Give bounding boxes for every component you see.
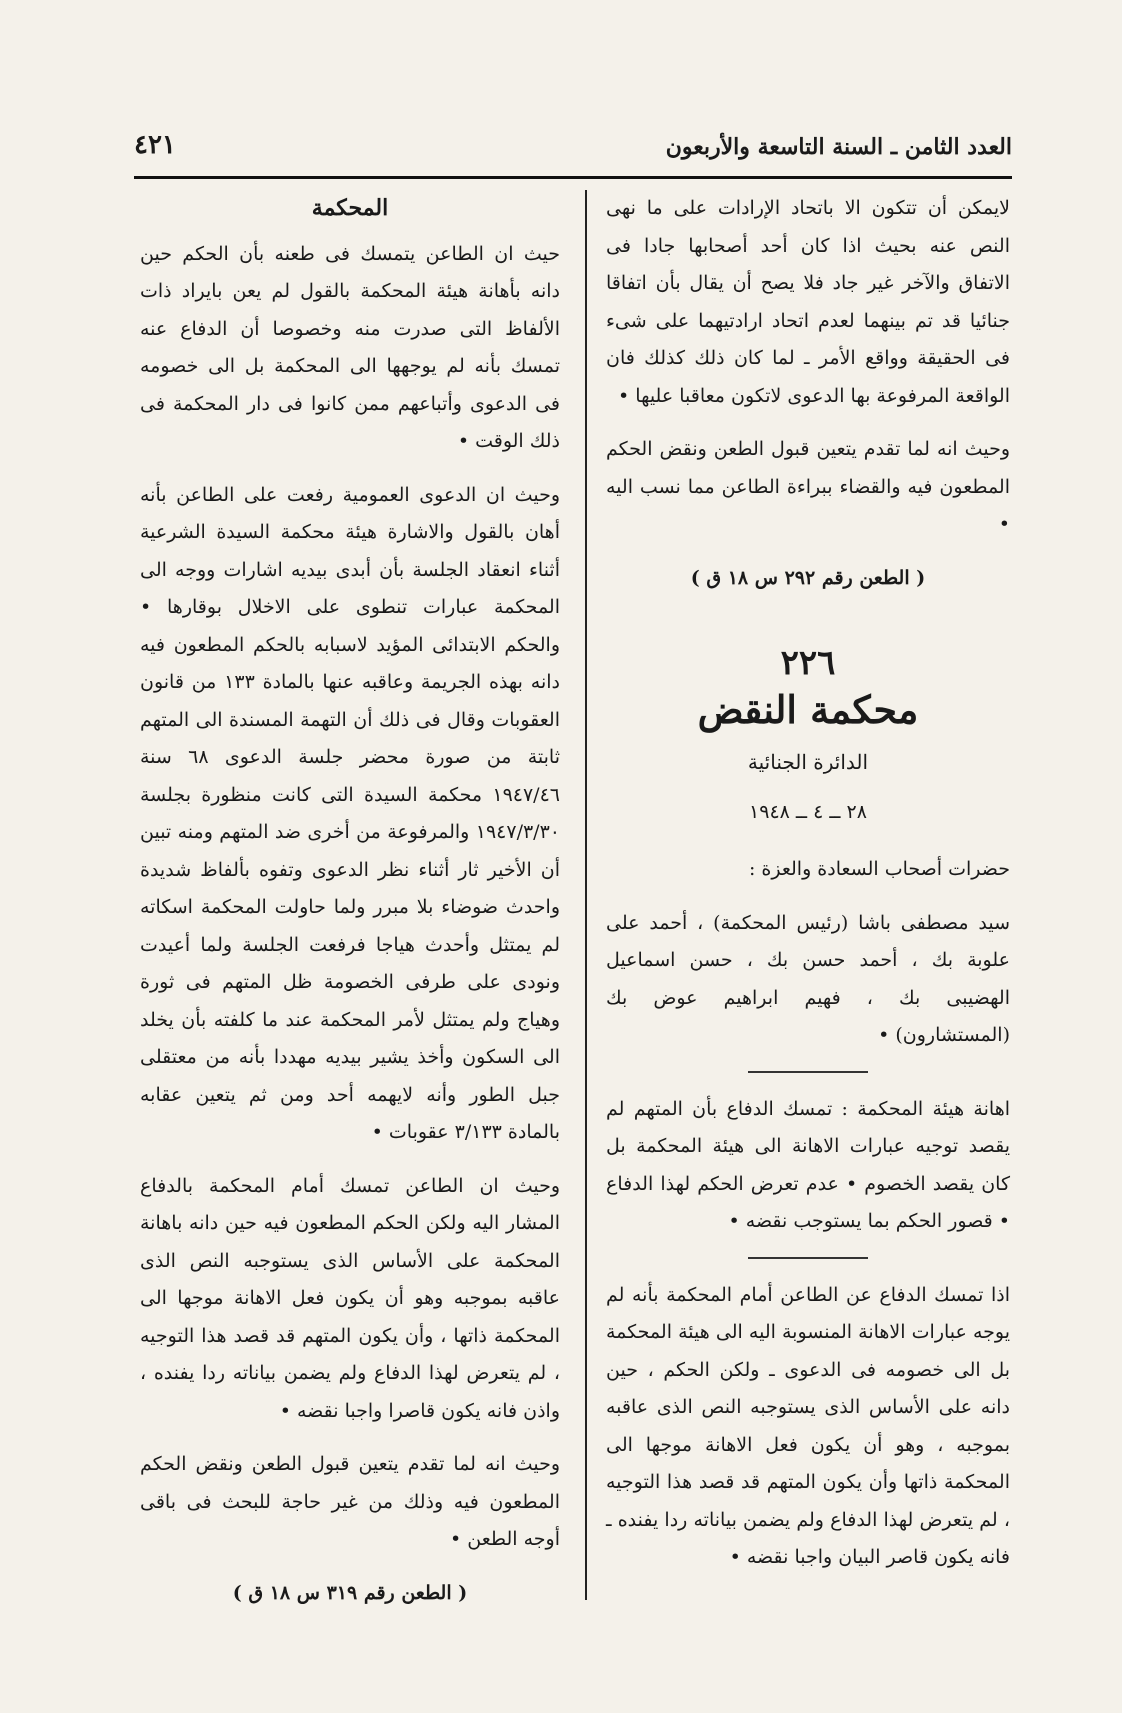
running-title: العدد الثامن ـ السنة التاسعة والأربعون: [665, 134, 1012, 160]
attendees: سيد مصطفى باشا (رئيس المحكمة) ، أحمد على علوبة بك ، أحمد حسن بك ، حسن اسماعيل الهضيبى بك ، فهيم ابراهيم عوض بك (المستشارون) •: [606, 911, 1010, 1046]
case-number: ٢٢٦: [780, 643, 836, 683]
page-number: ٤٢١: [134, 130, 176, 160]
divider: [748, 1257, 868, 1259]
section-heading: المحكمة: [311, 195, 389, 221]
session-date: ٢٨ ــ ٤ ــ ١٩٤٨: [749, 800, 867, 823]
paragraph: وحيث ان الطاعن تمسك أمام المحكمة بالدفاع المشار اليه ولكن الحكم المطعون فيه حين دانه باهانة المحكمة على الأساس الذى يستوجبه النص الذى عاقبه بموجبه وهو أن يكون فعل الاهانة موجها الى المحكمة ذاتها ، وأن يكون المتهم قد قصد هذا التوجيه ، لم يتعرض لهذا الدفاع ولم يضمن بياناته ردا يفنده ، واذن فانه يكون قاصرا واجبا نقضه •: [140, 1174, 560, 1422]
paragraph: حيث ان الطاعن يتمسك فى طعنه بأن الحكم حين دانه بأهانة هيئة المحكمة بالقول لم يعن بايراد ذات الألفاظ التى صدرت منه وخصوصا أن الدفاع عنه تمسك بأنه لم يوجهها الى المحكمة بل الى خصومه فى الدعوى وأتباعهم ممن كانوا فى دار المحكمة فى ذلك الوقت •: [140, 242, 560, 452]
paragraph: وحيث انه لما تقدم يتعين قبول الطعن ونقض الحكم المطعون فيه وذلك من غير حاجة للبحث فى باقى أوجه الطعن •: [140, 1453, 560, 1550]
court-name: محكمة النقض: [697, 686, 919, 732]
circuit-name: الدائرة الجنائية: [747, 750, 869, 774]
right-column: [606, 190, 1010, 1593]
case-reference: ( الطعن رقم ٢٩٢ س ١٨ ق ): [690, 566, 926, 589]
attendees-intro: حضرات أصحاب السعادة والعزة :: [748, 858, 1010, 880]
page-header: [134, 128, 1012, 174]
legal-principle: اذا تمسك الدفاع عن الطاعن أمام المحكمة بأنه لم يوجه عبارات الاهانة المنسوبة اليه الى هيئة المحكمة بل الى خصومه فى الدعوى ـ ولكن الحكم ، حين دانه على الأساس الذى يستوجبه النص الذى عاقبه بموجبه ، وهو أن يكون فعل الاهانة موجها الى المحكمة ذاتها وأن يكون المتهم قد قصد هذا التوجيه ، لم يتعرض لهذا الدفاع ولم يضمن بياناته ردا يفنده ـ فانه يكون قاصر البيان واجبا نقضه •: [606, 1283, 1010, 1568]
left-column: [140, 190, 560, 1630]
paragraph: وحيث انه لما تقدم يتعين قبول الطعن ونقض الحكم المطعون فيه والقضاء ببراءة الطاعن مما نسب اليه •: [606, 438, 1010, 535]
column-divider: [585, 190, 587, 1600]
header-rule: [134, 176, 1012, 179]
divider: [748, 1071, 868, 1073]
paragraph: لايمكن أن تتكون الا باتحاد الإرادات على ما نهى النص عنه بحيث اذا كان أحد أصحابها جادا فى الاتفاق والآخر غير جاد فلا يصح أن يقال بأن اتفاقا جنائيا قد تم بينهما لعدم اتحاد ارادتيهما على شىء فى الحقيقة وواقع الأمر ـ لما كان ذلك كذلك فان الواقعة المرفوعة بها الدعوى لاتكون معاقبا عليها •: [606, 197, 1010, 407]
case-reference: ( الطعن رقم ٣١٩ س ١٨ ق ): [232, 1581, 468, 1604]
case-summary: اهانة هيئة المحكمة : تمسك الدفاع بأن المتهم لم يقصد توجيه عبارات الاهانة الى هيئة المحكمة بل كان يقصد الخصوم • عدم تعرض الحكم لهذا الدفاع • قصور الحكم بما يستوجب نقضه •: [606, 1097, 1010, 1232]
paragraph: وحيث ان الدعوى العمومية رفعت على الطاعن بأنه أهان بالقول والاشارة هيئة محكمة السيدة الشرعية أثناء انعقاد الجلسة بأن أبدى بيديه اشارات ووجه الى المحكمة عبارات تنطوى على الاخلال بوقارها • والحكم الابتدائى المؤيد لاسبابه بالحكم المطعون فيه دانه بهذه الجريمة وعاقبه عنها بالمادة ١٣٣ من قانون العقوبات وقال فى ذلك أن التهمة المسندة الى المتهم ثابتة من صورة محضر جلسة الدعوى ٦٨ سنة ١٩٤٧/٤٦ محكمة السيدة التى كانت منظورة بجلسة ١٩٤٧/٣/٣٠ والمرفوعة من أخرى ضد المتهم ومنه تبين أن الأخير ثار أثناء نظر الدعوى وتفوه بألفاظ شديدة واحدث ضوضاء بلا مبرر ولما حاولت المحكمة اسكاته لم يمتثل وأحدث هياجا فرفعت الجلسة ولما أعيدت ونودى على طرفى الخصومة ظل المتهم فى ثورة وهياج ولم يمتثل لأمر المحكمة عند ما كلفته بأن يخلد الى السكون وأخذ يشير بيديه مهددا بأنه من معتقلى جبل الطور وأنه لايهمه أحد ومن ثم يتعين عقابه بالمادة ٣/١٣٣ عقوبات •: [140, 483, 560, 1143]
